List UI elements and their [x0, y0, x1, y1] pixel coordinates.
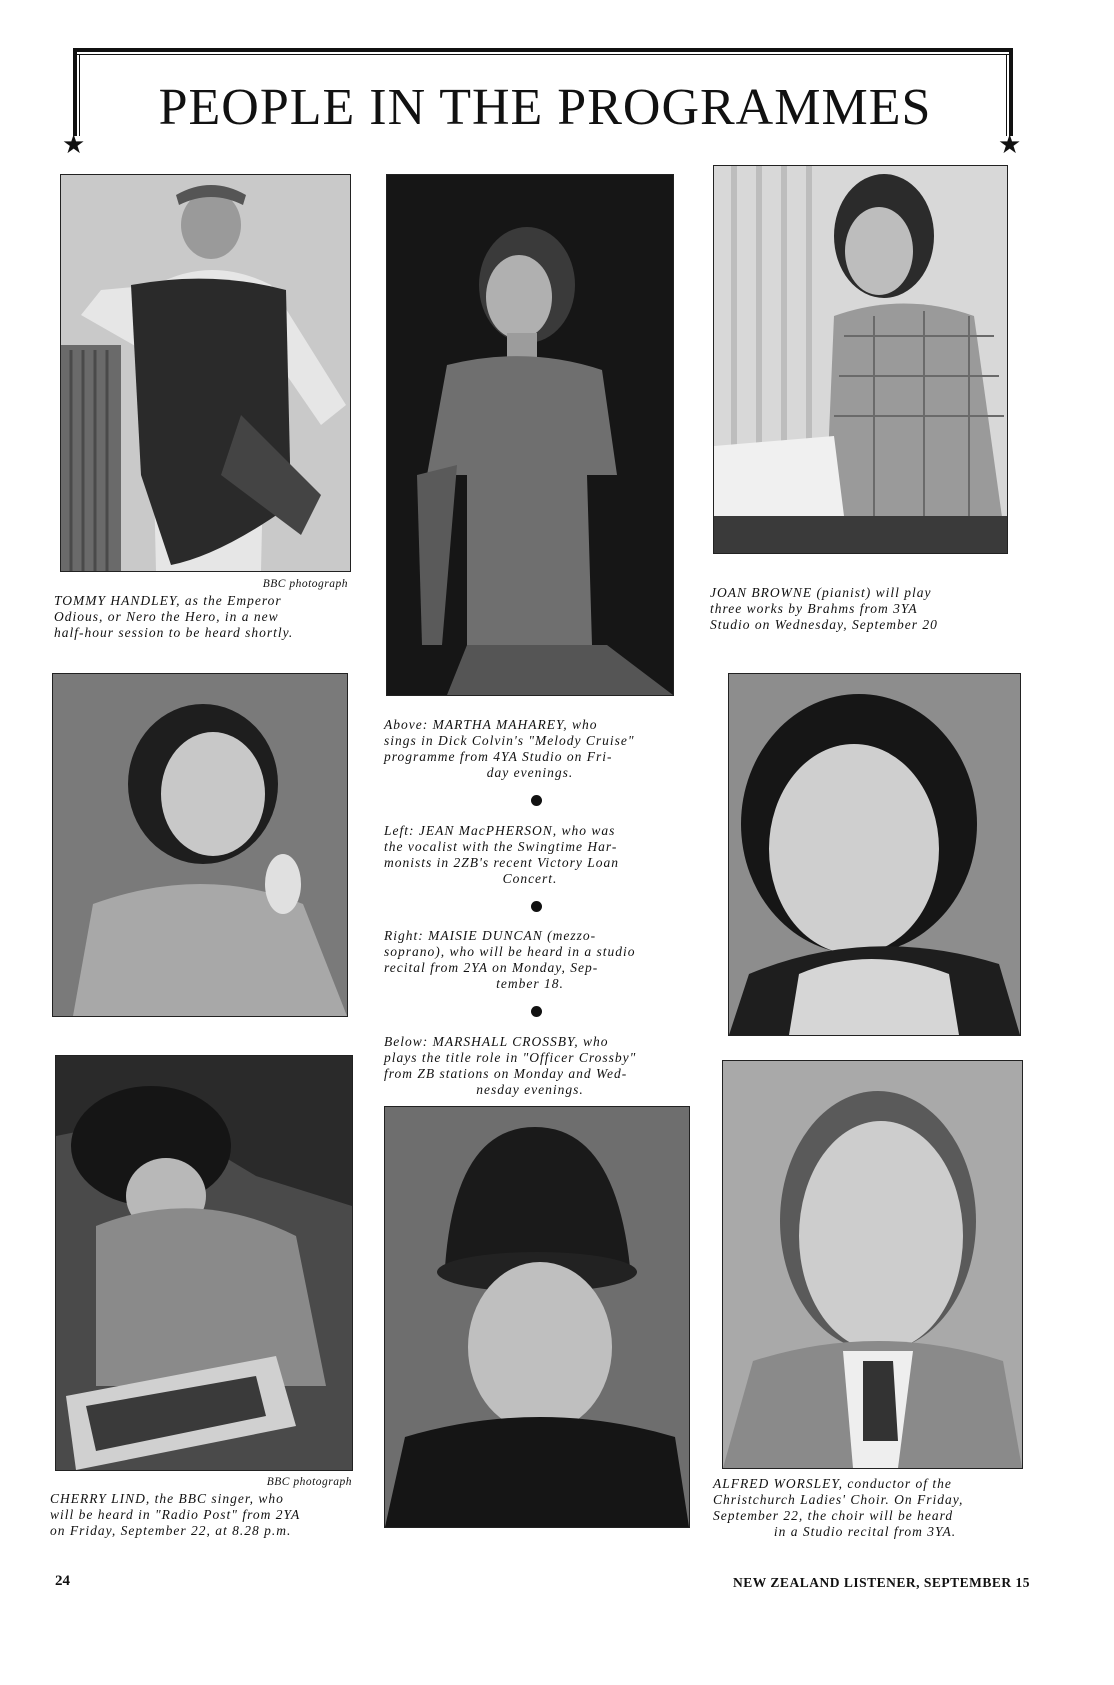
caption-line: CHERRY LIND, the BBC singer, who	[50, 1491, 284, 1506]
star-icon: ★	[62, 130, 86, 159]
caption-line: sings in Dick Colvin's "Melody Cruise"	[384, 733, 635, 748]
photo-tommy-handley	[60, 174, 351, 572]
caption-alfred-worsley	[713, 1476, 1017, 1540]
caption-tommy-handley	[54, 593, 350, 641]
caption-line: Odious, or Nero the Hero, in a new	[54, 609, 279, 624]
caption-line: three works by Brahms from 3YA	[710, 601, 918, 616]
caption-line: from ZB stations on Monday and Wed-	[384, 1066, 628, 1081]
caption-line: Above: MARTHA MAHAREY, who	[384, 717, 598, 732]
caption-line: soprano), who will be heard in a studio	[384, 944, 636, 959]
photo-credit: BBC photograph	[262, 578, 348, 590]
caption-line: Below: MARSHALL CROSSBY, who	[384, 1034, 609, 1049]
header-rule-top-inner	[73, 54, 1013, 55]
caption-line: tember 18.	[496, 976, 564, 991]
photo-alfred-worsley	[722, 1060, 1023, 1469]
photo-maisie-duncan	[728, 673, 1021, 1036]
photo-marshall-crossby	[384, 1106, 690, 1528]
caption-line: Left: JEAN MacPHERSON, who was	[384, 823, 616, 838]
photo-cherry-lind	[55, 1055, 353, 1471]
caption-line: the vocalist with the Swingtime Har-	[384, 839, 618, 854]
caption-maisie-duncan	[384, 928, 676, 992]
caption-line: Christchurch Ladies' Choir. On Friday,	[713, 1492, 964, 1507]
caption-line: TOMMY HANDLEY, as the Emperor	[54, 593, 282, 608]
caption-line: half-hour session to be heard shortly.	[54, 625, 294, 640]
caption-line: on Friday, September 22, at 8.28 p.m.	[50, 1523, 292, 1538]
caption-line: recital from 2YA on Monday, Sep-	[384, 960, 599, 975]
photo-martha-maharey	[386, 174, 674, 696]
photo-joan-browne	[713, 165, 1008, 554]
photo-jean-macpherson	[52, 673, 348, 1017]
star-icon: ★	[998, 130, 1022, 159]
header-rule-left-inner	[79, 54, 80, 136]
caption-line: ALFRED WORSLEY, conductor of the	[713, 1476, 952, 1491]
caption-line: in a Studio recital from 3YA.	[773, 1524, 957, 1539]
header-rule-right-inner	[1006, 54, 1007, 136]
header-rule-top	[73, 48, 1013, 52]
caption-line: Right: MAISIE DUNCAN (mezzo-	[384, 928, 597, 943]
photo-credit: BBC photograph	[266, 1476, 352, 1488]
caption-line: nesday evenings.	[476, 1082, 584, 1097]
caption-joan-browne	[710, 585, 1010, 633]
caption-line: JOAN BROWNE (pianist) will play	[710, 585, 932, 600]
caption-line: Studio on Wednesday, September 20	[710, 617, 938, 632]
caption-line: Concert.	[502, 871, 558, 886]
page-title: PEOPLE IN THE PROGRAMMES	[158, 79, 932, 136]
caption-line: monists in 2ZB's recent Victory Loan	[384, 855, 619, 870]
caption-line: plays the title role in "Officer Crossby"	[384, 1050, 637, 1065]
caption-line: day evenings.	[486, 765, 574, 780]
caption-cherry-lind	[50, 1491, 356, 1539]
bullet-separator	[531, 901, 542, 912]
caption-martha-maharey	[384, 717, 676, 781]
header-rule-right	[1009, 48, 1013, 136]
caption-jean-macpherson	[384, 823, 676, 887]
caption-line: programme from 4YA Studio on Fri-	[384, 749, 613, 764]
caption-line: September 22, the choir will be heard	[713, 1508, 954, 1523]
caption-marshall-crossby	[384, 1034, 676, 1098]
header-rule-left	[73, 48, 77, 136]
bullet-separator	[531, 1006, 542, 1017]
bullet-separator	[531, 795, 542, 806]
caption-line: will be heard in "Radio Post" from 2YA	[50, 1507, 301, 1522]
publication-footer: NEW ZEALAND LISTENER, SEPTEMBER 15	[733, 1575, 1030, 1590]
page-number: 24	[55, 1573, 70, 1589]
